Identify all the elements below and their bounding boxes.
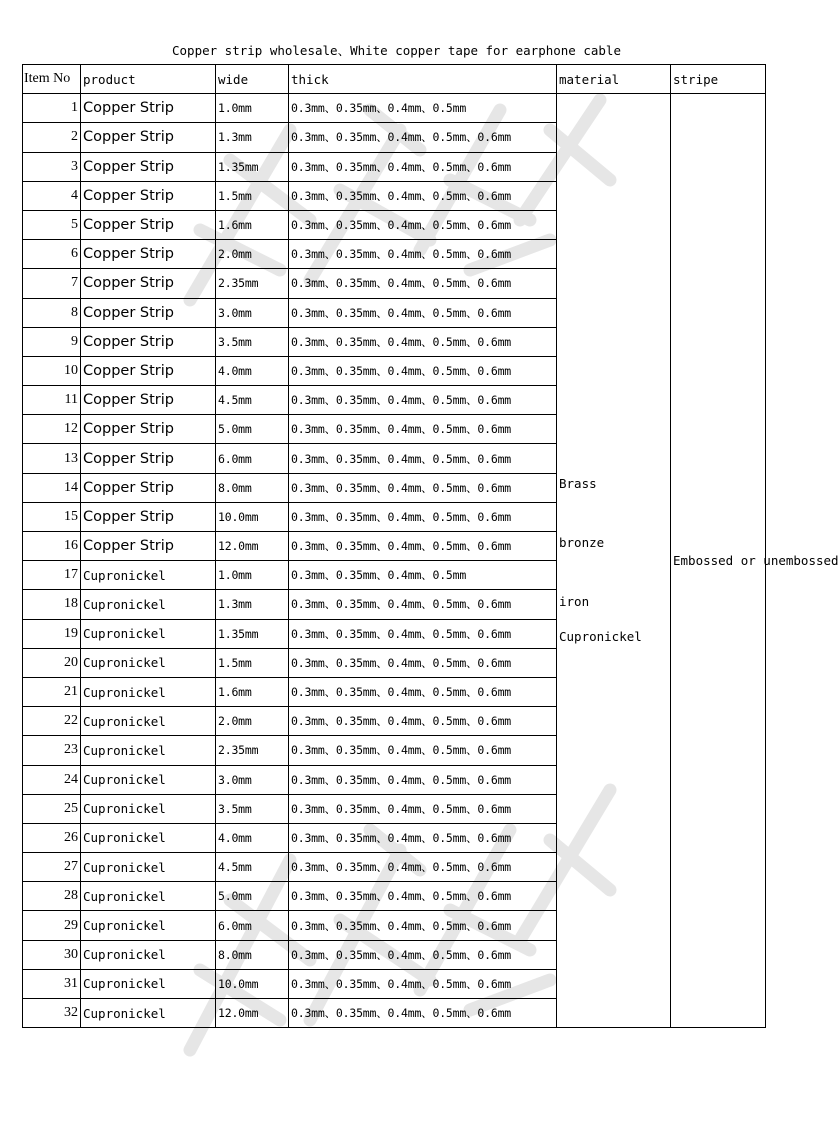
material-entry: Brass bbox=[559, 476, 597, 492]
thick-cell: 0.3mm、0.35mm、0.4mm、0.5mm、0.6mm bbox=[289, 765, 557, 794]
wide-cell: 1.3mm bbox=[216, 590, 289, 619]
wide-cell: 5.0mm bbox=[216, 415, 289, 444]
wide-cell: 2.35mm bbox=[216, 269, 289, 298]
thick-cell: 0.3mm、0.35mm、0.4mm、0.5mm、0.6mm bbox=[289, 444, 557, 473]
header-item-no: Item No bbox=[23, 65, 81, 94]
product-cell: Cupronickel bbox=[81, 940, 216, 969]
thick-cell: 0.3mm、0.35mm、0.4mm、0.5mm、0.6mm bbox=[289, 210, 557, 239]
table-body bbox=[23, 94, 839, 1028]
product-cell: Copper Strip bbox=[81, 532, 216, 561]
product-cell: Copper Strip bbox=[81, 502, 216, 531]
product-cell: Copper Strip bbox=[81, 181, 216, 210]
stripe-cell: Embossed or unembossed bbox=[671, 94, 766, 1028]
item-number-cell: 15 bbox=[23, 502, 81, 531]
item-number-cell: 28 bbox=[23, 882, 81, 911]
wide-cell: 8.0mm bbox=[216, 473, 289, 502]
wide-cell: 4.0mm bbox=[216, 823, 289, 852]
item-number-cell: 29 bbox=[23, 911, 81, 940]
spec-table bbox=[22, 64, 839, 1028]
wide-cell: 4.5mm bbox=[216, 853, 289, 882]
item-number-cell: 1 bbox=[23, 94, 81, 123]
thick-cell: 0.3mm、0.35mm、0.4mm、0.5mm、0.6mm bbox=[289, 473, 557, 502]
product-cell: Cupronickel bbox=[81, 882, 216, 911]
item-number-cell: 7 bbox=[23, 269, 81, 298]
product-cell: Cupronickel bbox=[81, 590, 216, 619]
thick-cell: 0.3mm、0.35mm、0.4mm、0.5mm、0.6mm bbox=[289, 911, 557, 940]
product-cell: Copper Strip bbox=[81, 473, 216, 502]
header-wide: wide bbox=[216, 65, 289, 94]
thick-cell: 0.3mm、0.35mm、0.4mm、0.5mm、0.6mm bbox=[289, 999, 557, 1028]
thick-cell: 0.3mm、0.35mm、0.4mm、0.5mm、0.6mm bbox=[289, 415, 557, 444]
wide-cell: 4.5mm bbox=[216, 386, 289, 415]
item-number-cell: 21 bbox=[23, 677, 81, 706]
thick-cell: 0.3mm、0.35mm、0.4mm、0.5mm、0.6mm bbox=[289, 969, 557, 998]
wide-cell: 2.0mm bbox=[216, 240, 289, 269]
wide-cell: 10.0mm bbox=[216, 969, 289, 998]
product-cell: Cupronickel bbox=[81, 736, 216, 765]
item-number-cell: 32 bbox=[23, 999, 81, 1028]
item-number-cell: 30 bbox=[23, 940, 81, 969]
product-cell: Copper Strip bbox=[81, 269, 216, 298]
material-entry: Cupronickel bbox=[559, 629, 642, 645]
item-number-cell: 10 bbox=[23, 356, 81, 385]
thick-cell: 0.3mm、0.35mm、0.4mm、0.5mm、0.6mm bbox=[289, 940, 557, 969]
wide-cell: 1.35mm bbox=[216, 152, 289, 181]
product-cell: Copper Strip bbox=[81, 298, 216, 327]
wide-cell: 1.5mm bbox=[216, 648, 289, 677]
thick-cell: 0.3mm、0.35mm、0.4mm、0.5mm bbox=[289, 94, 557, 123]
thick-cell: 0.3mm、0.35mm、0.4mm、0.5mm、0.6mm bbox=[289, 123, 557, 152]
thick-cell: 0.3mm、0.35mm、0.4mm、0.5mm、0.6mm bbox=[289, 853, 557, 882]
header-material: material bbox=[557, 65, 671, 94]
wide-cell: 1.6mm bbox=[216, 677, 289, 706]
thick-cell: 0.3mm、0.35mm、0.4mm、0.5mm、0.6mm bbox=[289, 240, 557, 269]
thick-cell: 0.3mm、0.35mm、0.4mm、0.5mm、0.6mm bbox=[289, 532, 557, 561]
wide-cell: 8.0mm bbox=[216, 940, 289, 969]
product-cell: Copper Strip bbox=[81, 444, 216, 473]
material-entry: bronze bbox=[559, 535, 605, 551]
thick-cell: 0.3mm、0.35mm、0.4mm、0.5mm、0.6mm bbox=[289, 736, 557, 765]
item-number-cell: 24 bbox=[23, 765, 81, 794]
thick-cell: 0.3mm、0.35mm、0.4mm、0.5mm、0.6mm bbox=[289, 298, 557, 327]
item-number-cell: 16 bbox=[23, 532, 81, 561]
item-number-cell: 19 bbox=[23, 619, 81, 648]
thick-cell: 0.3mm、0.35mm、0.4mm、0.5mm、0.6mm bbox=[289, 181, 557, 210]
thick-cell: 0.3mm、0.35mm、0.4mm、0.5mm、0.6mm bbox=[289, 677, 557, 706]
item-number-cell: 8 bbox=[23, 298, 81, 327]
wide-cell: 3.5mm bbox=[216, 794, 289, 823]
thick-cell: 0.3mm、0.35mm、0.4mm、0.5mm、0.6mm bbox=[289, 619, 557, 648]
wide-cell: 1.3mm bbox=[216, 123, 289, 152]
product-cell: Cupronickel bbox=[81, 648, 216, 677]
item-number-cell: 20 bbox=[23, 648, 81, 677]
thick-cell: 0.3mm、0.35mm、0.4mm、0.5mm、0.6mm bbox=[289, 386, 557, 415]
item-number-cell: 27 bbox=[23, 853, 81, 882]
thick-cell: 0.3mm、0.35mm、0.4mm、0.5mm、0.6mm bbox=[289, 269, 557, 298]
wide-cell: 1.5mm bbox=[216, 181, 289, 210]
material-entry: iron bbox=[559, 594, 590, 610]
product-cell: Cupronickel bbox=[81, 911, 216, 940]
thick-cell: 0.3mm、0.35mm、0.4mm、0.5mm、0.6mm bbox=[289, 648, 557, 677]
wide-cell: 4.0mm bbox=[216, 356, 289, 385]
product-cell: Copper Strip bbox=[81, 386, 216, 415]
item-number-cell: 22 bbox=[23, 707, 81, 736]
product-cell: Copper Strip bbox=[81, 415, 216, 444]
thick-cell: 0.3mm、0.35mm、0.4mm、0.5mm、0.6mm bbox=[289, 707, 557, 736]
product-cell: Copper Strip bbox=[81, 210, 216, 239]
header-stripe: stripe bbox=[671, 65, 766, 94]
product-cell: Cupronickel bbox=[81, 561, 216, 590]
wide-cell: 12.0mm bbox=[216, 532, 289, 561]
product-cell: Copper Strip bbox=[81, 356, 216, 385]
wide-cell: 3.0mm bbox=[216, 298, 289, 327]
product-cell: Copper Strip bbox=[81, 240, 216, 269]
product-cell: Cupronickel bbox=[81, 619, 216, 648]
product-cell: Cupronickel bbox=[81, 853, 216, 882]
item-number-cell: 2 bbox=[23, 123, 81, 152]
product-cell: Cupronickel bbox=[81, 969, 216, 998]
thick-cell: 0.3mm、0.35mm、0.4mm、0.5mm、0.6mm bbox=[289, 590, 557, 619]
product-cell: Cupronickel bbox=[81, 999, 216, 1028]
item-number-cell: 14 bbox=[23, 473, 81, 502]
item-number-cell: 17 bbox=[23, 561, 81, 590]
product-cell: Cupronickel bbox=[81, 677, 216, 706]
table-header-row bbox=[23, 65, 766, 94]
item-number-cell: 6 bbox=[23, 240, 81, 269]
wide-cell: 3.5mm bbox=[216, 327, 289, 356]
item-number-cell: 5 bbox=[23, 210, 81, 239]
product-cell: Cupronickel bbox=[81, 765, 216, 794]
product-cell: Cupronickel bbox=[81, 794, 216, 823]
material-cell bbox=[557, 94, 671, 1028]
wide-cell: 12.0mm bbox=[216, 999, 289, 1028]
wide-cell: 1.35mm bbox=[216, 619, 289, 648]
header-product: product bbox=[81, 65, 216, 94]
item-number-cell: 9 bbox=[23, 327, 81, 356]
item-number-cell: 18 bbox=[23, 590, 81, 619]
item-number-cell: 4 bbox=[23, 181, 81, 210]
wide-cell: 2.35mm bbox=[216, 736, 289, 765]
item-number-cell: 3 bbox=[23, 152, 81, 181]
thick-cell: 0.3mm、0.35mm、0.4mm、0.5mm、0.6mm bbox=[289, 794, 557, 823]
item-number-cell: 23 bbox=[23, 736, 81, 765]
item-number-cell: 26 bbox=[23, 823, 81, 852]
item-number-cell: 13 bbox=[23, 444, 81, 473]
wide-cell: 10.0mm bbox=[216, 502, 289, 531]
wide-cell: 1.6mm bbox=[216, 210, 289, 239]
product-cell: Copper Strip bbox=[81, 152, 216, 181]
product-cell: Cupronickel bbox=[81, 823, 216, 852]
product-cell: Copper Strip bbox=[81, 327, 216, 356]
item-number-cell: 12 bbox=[23, 415, 81, 444]
product-cell: Cupronickel bbox=[81, 707, 216, 736]
thick-cell: 0.3mm、0.35mm、0.4mm、0.5mm、0.6mm bbox=[289, 823, 557, 852]
thick-cell: 0.3mm、0.35mm、0.4mm、0.5mm、0.6mm bbox=[289, 882, 557, 911]
wide-cell: 3.0mm bbox=[216, 765, 289, 794]
item-number-cell: 11 bbox=[23, 386, 81, 415]
thick-cell: 0.3mm、0.35mm、0.4mm、0.5mm bbox=[289, 561, 557, 590]
header-thick: thick bbox=[289, 65, 557, 94]
wide-cell: 5.0mm bbox=[216, 882, 289, 911]
thick-cell: 0.3mm、0.35mm、0.4mm、0.5mm、0.6mm bbox=[289, 356, 557, 385]
thick-cell: 0.3mm、0.35mm、0.4mm、0.5mm、0.6mm bbox=[289, 327, 557, 356]
wide-cell: 2.0mm bbox=[216, 707, 289, 736]
wide-cell: 6.0mm bbox=[216, 444, 289, 473]
table-row bbox=[23, 94, 766, 123]
item-number-cell: 31 bbox=[23, 969, 81, 998]
wide-cell: 6.0mm bbox=[216, 911, 289, 940]
product-cell: Copper Strip bbox=[81, 94, 216, 123]
wide-cell: 1.0mm bbox=[216, 561, 289, 590]
thick-cell: 0.3mm、0.35mm、0.4mm、0.5mm、0.6mm bbox=[289, 502, 557, 531]
thick-cell: 0.3mm、0.35mm、0.4mm、0.5mm、0.6mm bbox=[289, 152, 557, 181]
document-title: Copper strip wholesale、White copper tape for earphone cable bbox=[172, 43, 621, 58]
product-cell: Copper Strip bbox=[81, 123, 216, 152]
wide-cell: 1.0mm bbox=[216, 94, 289, 123]
item-number-cell: 25 bbox=[23, 794, 81, 823]
